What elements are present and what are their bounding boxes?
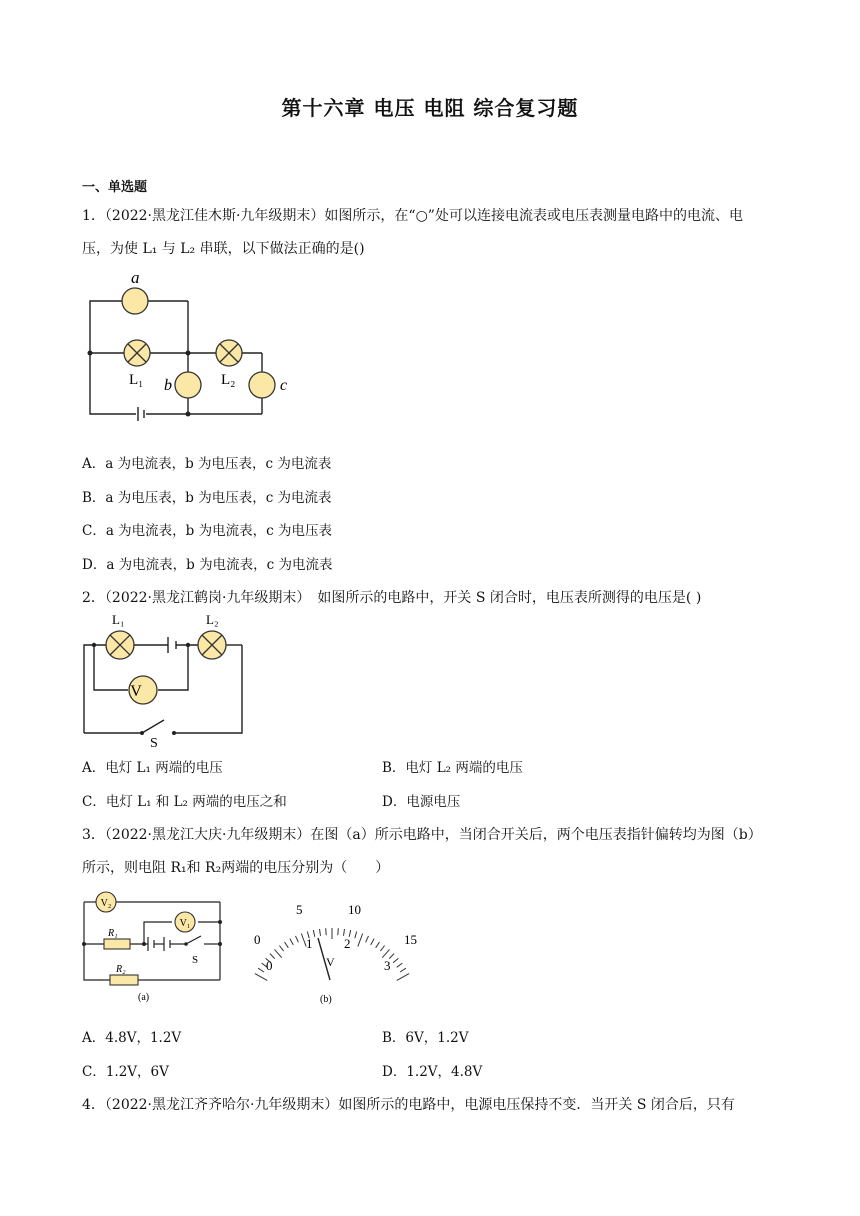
meter-tick xyxy=(275,949,282,957)
meter-tick xyxy=(296,936,299,942)
page-title: 第十六章 电压 电阻 综合复习题 xyxy=(281,96,579,120)
q4-stem: 4．（2022·黑龙江齐齐哈尔·九年级期末）如图所示的电路中，电源电压保持不变．当开关 S 闭合后，只有 xyxy=(82,1097,735,1113)
q3-label-b: (b) xyxy=(320,994,332,1005)
q3-circuit-figure-a xyxy=(76,886,228,1006)
meter-tick xyxy=(313,930,315,937)
q1-stem-line2: 压，为使 L₁ 与 L₂ 串联，以下做法正确的是() xyxy=(82,241,365,257)
meter-tick xyxy=(376,942,380,948)
q3-option-b[interactable]: B．6V，1.2V xyxy=(382,1030,469,1046)
meter-tick xyxy=(358,934,363,947)
q2-option-a[interactable]: A．电灯 L₁ 两端的电压 xyxy=(82,760,223,776)
meter-tick xyxy=(258,968,264,972)
q1-option-a[interactable]: A．a 为电流表，b 为电压表，c 为电流表 xyxy=(82,456,332,472)
q3-stem-line1: 3．（2022·黑龙江大庆·九年级期末）在图（a）所示电路中，当闭合开关后，两个电压表指针偏转均为图（b） xyxy=(82,827,762,843)
q1-label-l2: L₂ xyxy=(221,372,236,388)
meter-tick xyxy=(285,942,289,948)
meter-tick xyxy=(366,936,369,942)
q3-scale-top-15: 15 xyxy=(404,932,417,947)
q3-stem-line2: 所示，则电阻 R₁和 R₂两端的电压分别为（ ） xyxy=(82,860,390,876)
q1-label-l1: L₁ xyxy=(129,372,144,388)
meter-tick xyxy=(279,946,283,952)
q1-label-a: a xyxy=(131,268,140,287)
q3-label-a: (a) xyxy=(138,992,150,1003)
q1-label-c: c xyxy=(280,377,288,394)
q2-label-s: S xyxy=(150,736,158,748)
q3-option-d[interactable]: D．1.2V，4.8V xyxy=(382,1064,483,1080)
q3-scale-top-0: 0 xyxy=(254,932,261,947)
meter-tick xyxy=(400,968,406,972)
meter-tick xyxy=(382,949,389,957)
q1-label-b: b xyxy=(164,377,172,394)
q3-label-v2: V₂ xyxy=(100,898,112,909)
q3-option-a[interactable]: A．4.8V，1.2V xyxy=(82,1030,182,1046)
meter-tick xyxy=(355,932,357,939)
q1-option-c[interactable]: C．a 为电流表，b 为电流表，c 为电压表 xyxy=(82,523,332,539)
q2-label-l2: L₂ xyxy=(206,612,219,627)
q2-stem: 2．（2022·黑龙江鹤岗·九年级期末） 如图所示的电路中，开关 S 闭合时，电压表所测得的电压是( ) xyxy=(82,590,702,606)
section-heading: 一、单选题 xyxy=(82,180,148,195)
q3-option-c[interactable]: C．1.2V，6V xyxy=(82,1064,169,1080)
q3-scale-bottom-3: 3 xyxy=(384,958,391,973)
q3-label-r1: R₁ xyxy=(108,928,118,939)
q1-circuit-figure xyxy=(80,268,310,428)
meter-tick xyxy=(290,939,293,945)
meter-tick xyxy=(397,963,403,967)
q3-meter-figure-b xyxy=(240,898,430,1008)
q2-option-c[interactable]: C．电灯 L₁ 和 L₂ 两端的电压之和 xyxy=(82,794,287,810)
meter-tick xyxy=(393,958,398,963)
q2-label-l1: L₁ xyxy=(112,612,125,627)
q3-label-v1: V₁ xyxy=(179,918,191,929)
q1-stem-line1: 1．（2022·黑龙江佳木斯·九年级期末）如图所示，在“○”处可以连接电流表或电压表测量电路中的电流、电 xyxy=(82,208,743,224)
q3-label-r2: R₂ xyxy=(116,964,126,975)
q3-scale-bottom-1: 1 xyxy=(306,936,313,951)
q3-scale-bottom-0: 0 xyxy=(266,958,273,973)
q2-option-b[interactable]: B．电灯 L₂ 两端的电压 xyxy=(382,760,523,776)
meter-tick xyxy=(371,939,374,945)
q2-circuit-figure xyxy=(80,608,250,748)
meter-tick xyxy=(326,928,327,935)
meter-tick xyxy=(397,974,409,981)
q1-option-b[interactable]: B．a 为电压表，b 为电压表，c 为电流表 xyxy=(82,490,332,506)
q3-scale-top-10: 10 xyxy=(348,902,361,917)
meter-tick xyxy=(344,929,345,936)
q1-option-d[interactable]: D．a 为电流表，b 为电流表，c 为电流表 xyxy=(82,557,333,573)
meter-tick xyxy=(380,946,384,952)
q3-scale-top-5: 5 xyxy=(296,902,303,917)
meter-tick xyxy=(320,929,321,936)
meter-tick xyxy=(255,974,267,981)
q2-label-v: V xyxy=(130,683,142,700)
q3-label-s: S xyxy=(192,954,199,966)
meter-tick xyxy=(338,928,339,935)
q3-meter-v-label: V xyxy=(326,955,335,969)
q3-scale-bottom-2: 2 xyxy=(344,936,351,951)
q2-option-d[interactable]: D．电源电压 xyxy=(382,794,461,810)
